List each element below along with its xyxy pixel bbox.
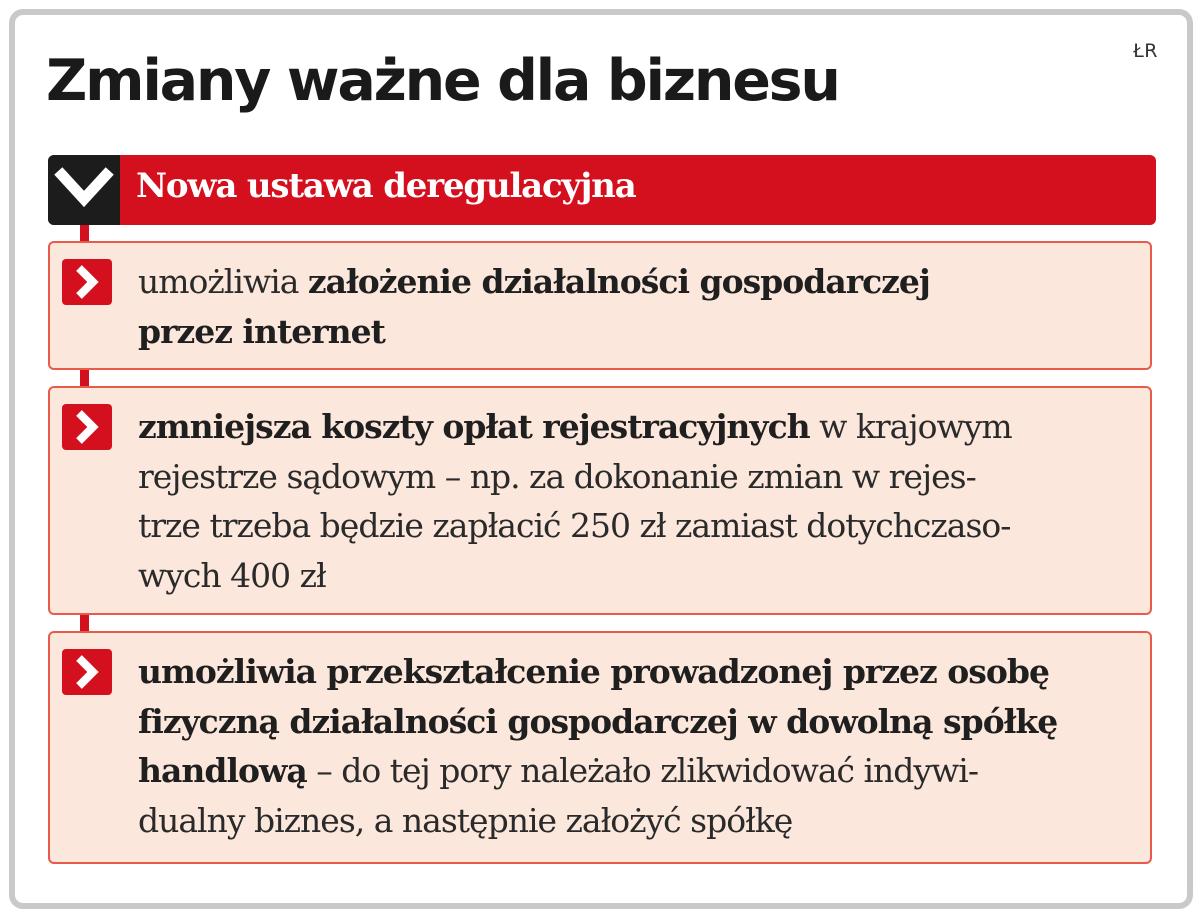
text-line [138, 307, 1138, 357]
text-plain: dualny biznes, a następnie założyć spółkę [138, 800, 793, 840]
list-item [48, 631, 1152, 864]
text-plain: trze trzeba będzie zapłacić 250 zł zamiast dotychczaso- [138, 506, 1011, 545]
text-bold: zmniejsza koszty opłat rejestracyjnych [138, 407, 810, 446]
text-plain: umożliwia [138, 262, 308, 301]
list-item-text [138, 402, 1138, 600]
text-line [138, 746, 1138, 796]
text-bold: przez internet [138, 311, 385, 351]
chevron-down-icon [48, 155, 120, 225]
text-line [138, 697, 1138, 747]
list-item [48, 386, 1152, 615]
text-bold: umożliwia przekształcenie prowadzonej przez osobę [138, 652, 1049, 691]
text-line [138, 551, 1138, 601]
list-item [48, 241, 1152, 370]
text-line [138, 647, 1138, 697]
text-plain: – do tej pory należało zlikwidować indywi- [306, 751, 978, 790]
text-line [138, 257, 1138, 307]
page-title: Zmiany ważne dla biznesu [46, 48, 839, 114]
text-plain: wych 400 zł [138, 555, 326, 595]
section-header-title: Nowa ustawa deregulacyjna [136, 166, 636, 206]
list-item-text [138, 647, 1138, 845]
text-bold: fizyczną działalności gospodarczej w dowolną spółkę [138, 701, 1058, 741]
chevron-right-icon [62, 259, 112, 305]
chevron-right-icon [62, 404, 112, 450]
text-line [138, 402, 1138, 452]
list-item-text [138, 257, 1138, 356]
author-credit: ŁR [1133, 40, 1158, 62]
text-plain: w krajowym [809, 407, 1012, 446]
text-line [138, 796, 1138, 846]
text-plain: rejestrze sądowym – np. za dokonanie zmian w rejes- [138, 456, 976, 496]
text-bold: handlową [138, 751, 307, 790]
text-line [138, 452, 1138, 502]
text-bold: założenie działalności gospodarczej [307, 262, 930, 301]
text-line [138, 501, 1138, 551]
chevron-right-icon [62, 649, 112, 695]
